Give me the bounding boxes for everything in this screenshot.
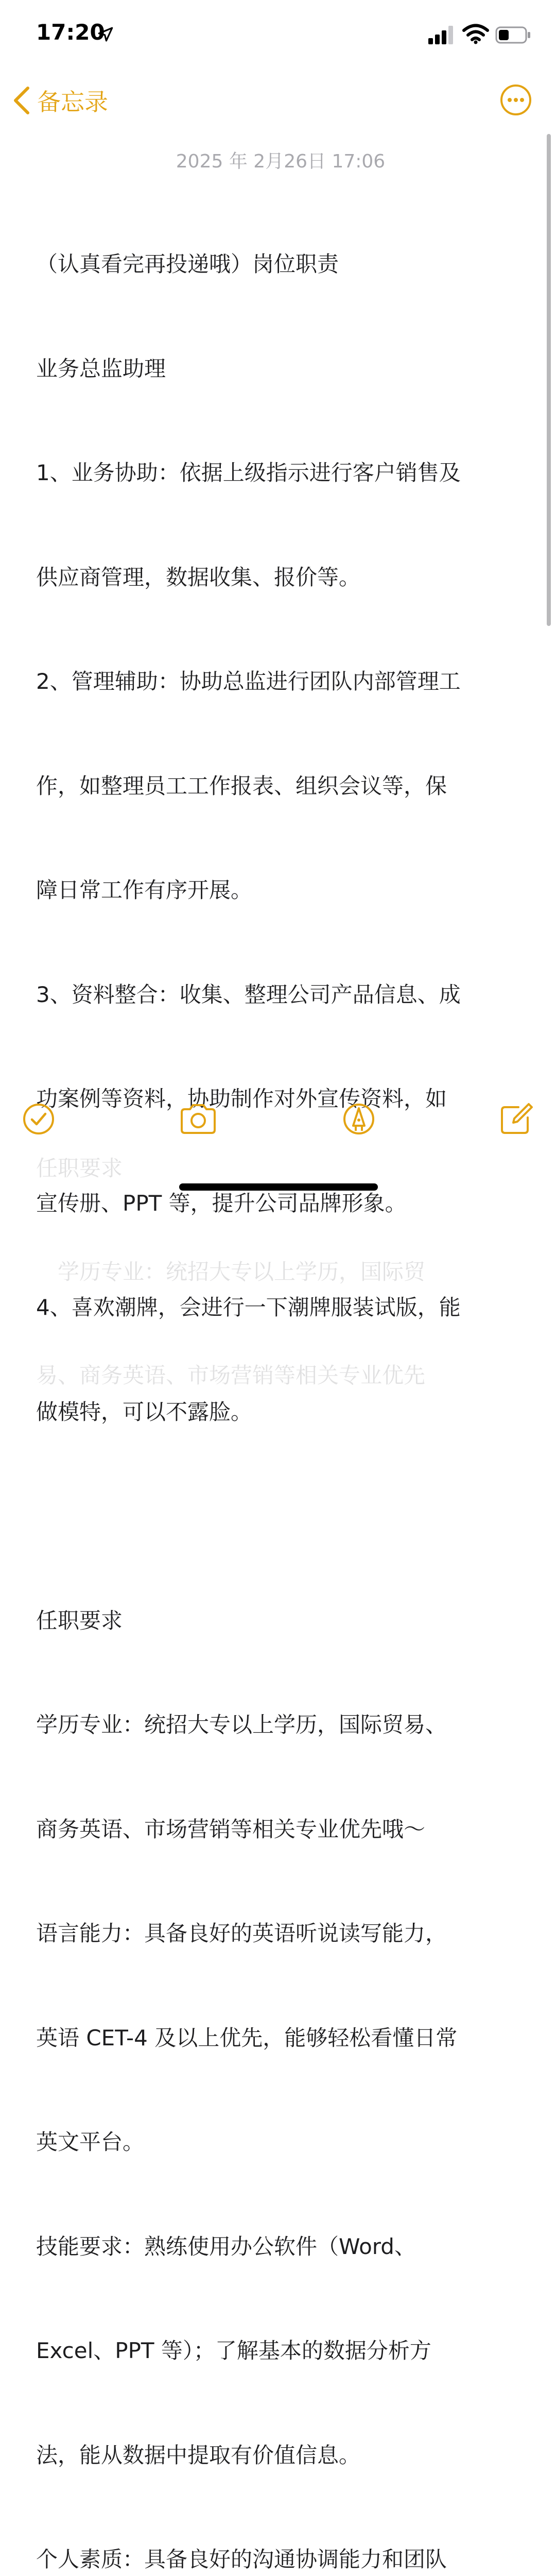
note-line: 语言能力：具备良好的英语听说读写能力， [36, 1921, 447, 1946]
bottom-toolbar [0, 1100, 556, 1157]
home-indicator[interactable] [179, 1183, 378, 1191]
note-line: 业务总监助理 [36, 355, 166, 381]
note-line: 个人素质：具备良好的沟通协调能力和团队 [36, 2547, 447, 2572]
note-line: 技能要求：熟练使用办公软件（Word、 [36, 2233, 416, 2259]
note-line: 供应商管理，数据收集、报价等。 [36, 564, 361, 590]
camera-icon[interactable] [178, 1101, 219, 1137]
status-bar [0, 0, 556, 72]
note-line: 作，如整理员工工作报表、组织会议等，保 [36, 773, 447, 799]
note-line-blank [36, 1499, 525, 1534]
battery-icon [495, 26, 531, 44]
note-date: 2025 年 2月26日 17:06 [176, 151, 386, 172]
scroll-indicator[interactable] [547, 134, 551, 626]
more-options-icon[interactable] [499, 83, 532, 116]
note-line: 任职要求 [36, 1156, 123, 1181]
note-line: 英文平台。 [36, 2129, 145, 2155]
note-line: 法，能从数据中提取有价值信息。 [36, 2442, 361, 2468]
note-line: 3、资料整合：收集、整理公司产品信息、成 [36, 981, 461, 1007]
back-button[interactable] [11, 82, 108, 118]
note-line: （认真看完再投递哦）岗位职责 [36, 251, 339, 277]
note-line: 做模特，可以不露脸。 [36, 1399, 253, 1425]
note-line: 1、业务协助：依据上级指示进行客户销售及 [36, 460, 461, 485]
note-line: 4、喜欢潮牌，会进行一下潮牌服装试版，能 [36, 1295, 461, 1320]
note-line: 任职要求 [36, 1607, 123, 1633]
note-line: 学历专业：统招大专以上学历，国际贸 [36, 1259, 426, 1284]
note-line: 功案例等资料，协助制作对外宣传资料，如 [36, 1086, 447, 1111]
note-line: 英语 CET-4 及以上优先，能够轻松看懂日常 [36, 2025, 458, 2050]
note-line: 学历专业：统招大专以上学历，国际贸易、 [36, 1712, 447, 1737]
note-line: Excel、PPT 等）；了解基本的数据分析方 [36, 2338, 431, 2363]
chevron-left-icon [11, 86, 31, 115]
pen-tip-circle-icon[interactable] [341, 1101, 377, 1137]
navigation-bar [0, 77, 556, 124]
note-line: 易、商务英语、市场营销等相关专业优先 [36, 1363, 426, 1388]
back-label: 备忘录 [37, 88, 108, 116]
compose-icon[interactable] [498, 1101, 534, 1137]
note-line: 商务英语、市场营销等相关专业优先哦～ [36, 1816, 426, 1842]
note-line: 2、管理辅助：协助总监进行团队内部管理工 [36, 669, 461, 694]
cellular-signal-icon [428, 26, 454, 44]
location-arrow-icon [97, 26, 114, 43]
wifi-icon [462, 24, 489, 44]
note-line: 障日常工作有序开展。 [36, 877, 253, 903]
note-line: 宣传册、PPT 等，提升公司品牌形象。 [36, 1190, 407, 1216]
checkmark-circle-icon[interactable] [21, 1101, 57, 1137]
status-time: 17:20 [36, 20, 105, 45]
